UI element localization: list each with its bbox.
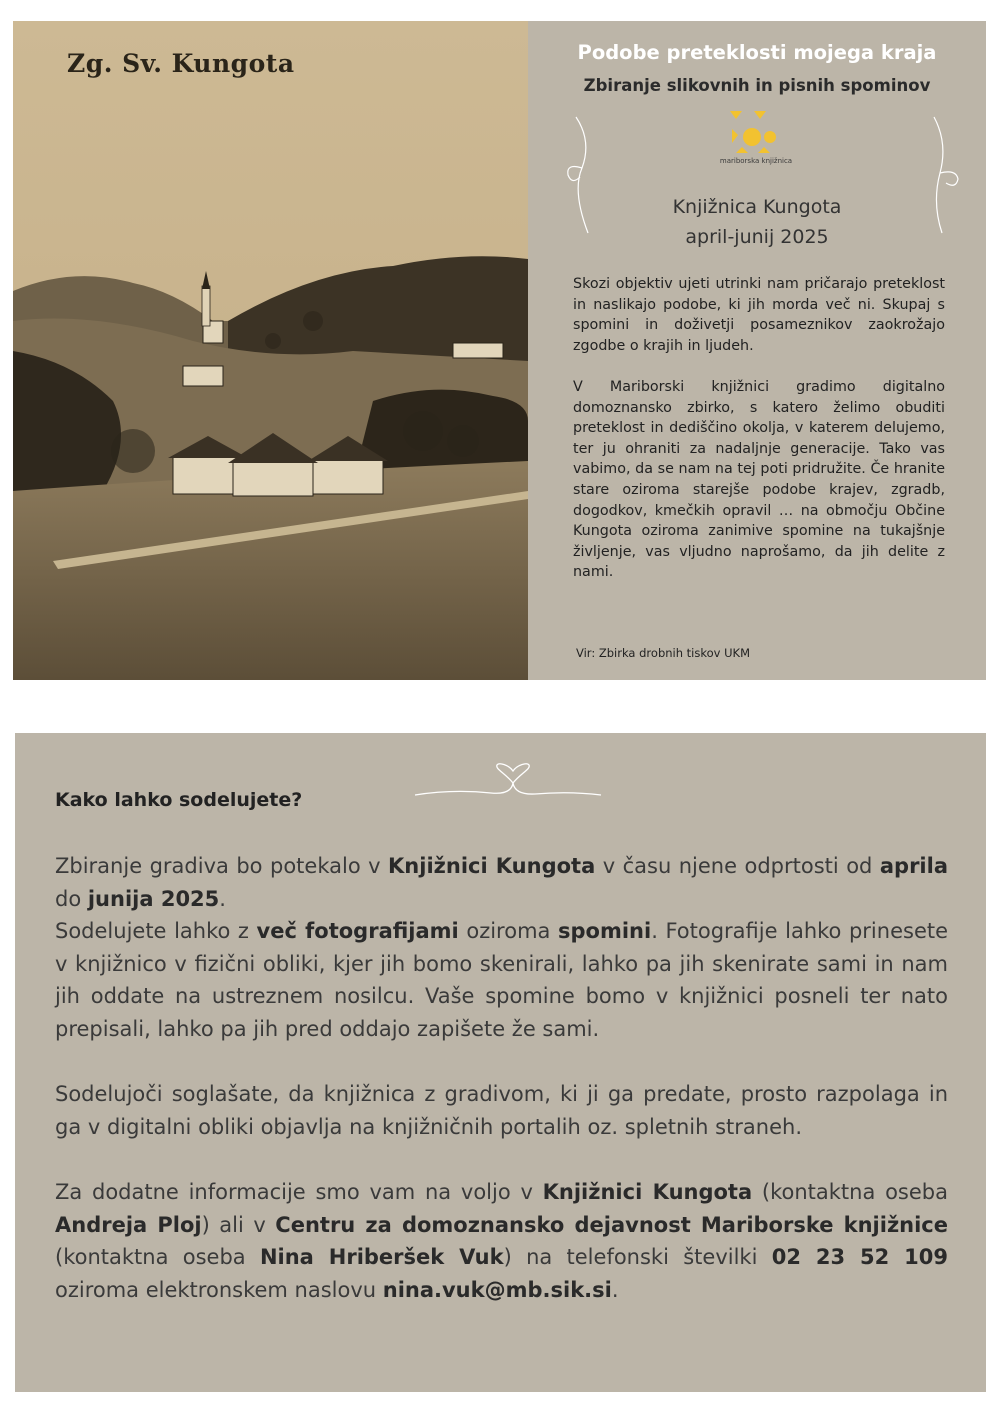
mariborska-knjiznica-logo-icon [726, 107, 786, 177]
collection-period-line: Zbiranje gradiva bo potekalo v Knjižnici Kungota v času njene odprtosti od aprila do junija 2025. [55, 854, 948, 911]
invitation-paragraph: V Mariborski knjižnici gradimo digitalno domoznansko zbirko, s katero želimo obuditi preteklost in dediščino okolja, v katerem delujemo, ter ju ohraniti za nadaljnje generacije. Tako vas vabimo, da se nam na tej poti pridružite. Če hranite stare oziroma starejše podobe krajev, zgradb, dogodkov, kmečkih opravil … na območju Občine Kungota oziroma zanimive spomine na tukajšnje življenje, vas vljudno naprošamo, da jih delite z nami. [573, 378, 945, 581]
intro-paragraph: Skozi objektiv ujeti utrinki nam pričarajo preteklost in naslikajo podobe, ki jih morda več ni. Skupaj s spomini in doživetji posameznikov zaokrožajo zgodbe o krajih in ljudeh. [573, 276, 945, 354]
village-landscape-illustration [13, 21, 528, 680]
logo-wordmark: mariborska knjižnica [719, 157, 793, 165]
info-text [573, 274, 945, 604]
event-dates: april-junij 2025 [685, 226, 829, 248]
historic-photo [13, 21, 528, 680]
contact-paragraph: Za dodatne informacije smo vam na voljo v Knjižnici Kungota (kontaktna oseba Andreja Ploj) ali v Centru za domoznansko dejavnost Mariborske knjižnice (kontaktna oseba Nina Hriberšek Vuk) na telefonski številki 02 23 52 109 oziroma elektronskem naslovu nina.vuk@mb.sik.si. [55, 1179, 949, 1302]
highlight-photos: več fotografijami [256, 919, 459, 944]
participation-text [55, 850, 948, 1339]
library-name: Knjižnica Kungota [672, 196, 842, 218]
highlight-april: aprila [879, 854, 948, 878]
contact-centre: Centru za domoznansko dejavnost Mariborske knjižnice [275, 1212, 949, 1237]
highlight-library: Knjižnici Kungota [388, 854, 596, 878]
highlight-june: junija 2025 [87, 886, 220, 911]
event-title: Podobe preteklosti mojega kraja [577, 41, 937, 64]
photo-caption: Zg. Sv. Kungota [67, 49, 295, 78]
heart-flourish-icon [413, 763, 603, 808]
contact-person-2: Nina Hriberšek Vuk [259, 1245, 504, 1270]
top-card [13, 21, 986, 680]
info-panel [528, 21, 986, 680]
flourish-left-icon [562, 113, 602, 238]
source-note: Vir: Zbirka drobnih tiskov UKM [576, 646, 750, 660]
participation-card [15, 733, 986, 1392]
event-subtitle: Zbiranje slikovnih in pisnih spominov [583, 76, 931, 95]
contact-email: nina.vuk@mb.sik.si [382, 1277, 612, 1302]
how-to-participate-paragraph: Sodelujete lahko z več fotografijami oziroma spomini. Fotografije lahko prinesete v knjižnico v fizični obliki, kjer jih bomo skenirali, lahko pa jih skenirate sami in nam jih oddate na ustreznem nosilcu. Vaše spomine bomo v knjižnici posneli ter nato prepisali, lahko pa jih pred oddajo zapišete že sami. [55, 919, 949, 1041]
consent-paragraph: Sodelujoči soglašate, da knjižnica z gradivom, ki ji ga predate, prosto razpolaga in ga v digitalni obliki objavlja na knjižničnih portalih oz. spletnih straneh. [55, 1082, 948, 1139]
contact-phone: 02 23 52 109 [771, 1245, 948, 1270]
highlight-memories: spomini [558, 919, 652, 944]
contact-person-1: Andreja Ploj [55, 1212, 202, 1237]
contact-library: Knjižnici Kungota [542, 1179, 753, 1204]
flourish-right-icon [924, 113, 964, 238]
participation-heading: Kako lahko sodelujete? [55, 789, 303, 811]
